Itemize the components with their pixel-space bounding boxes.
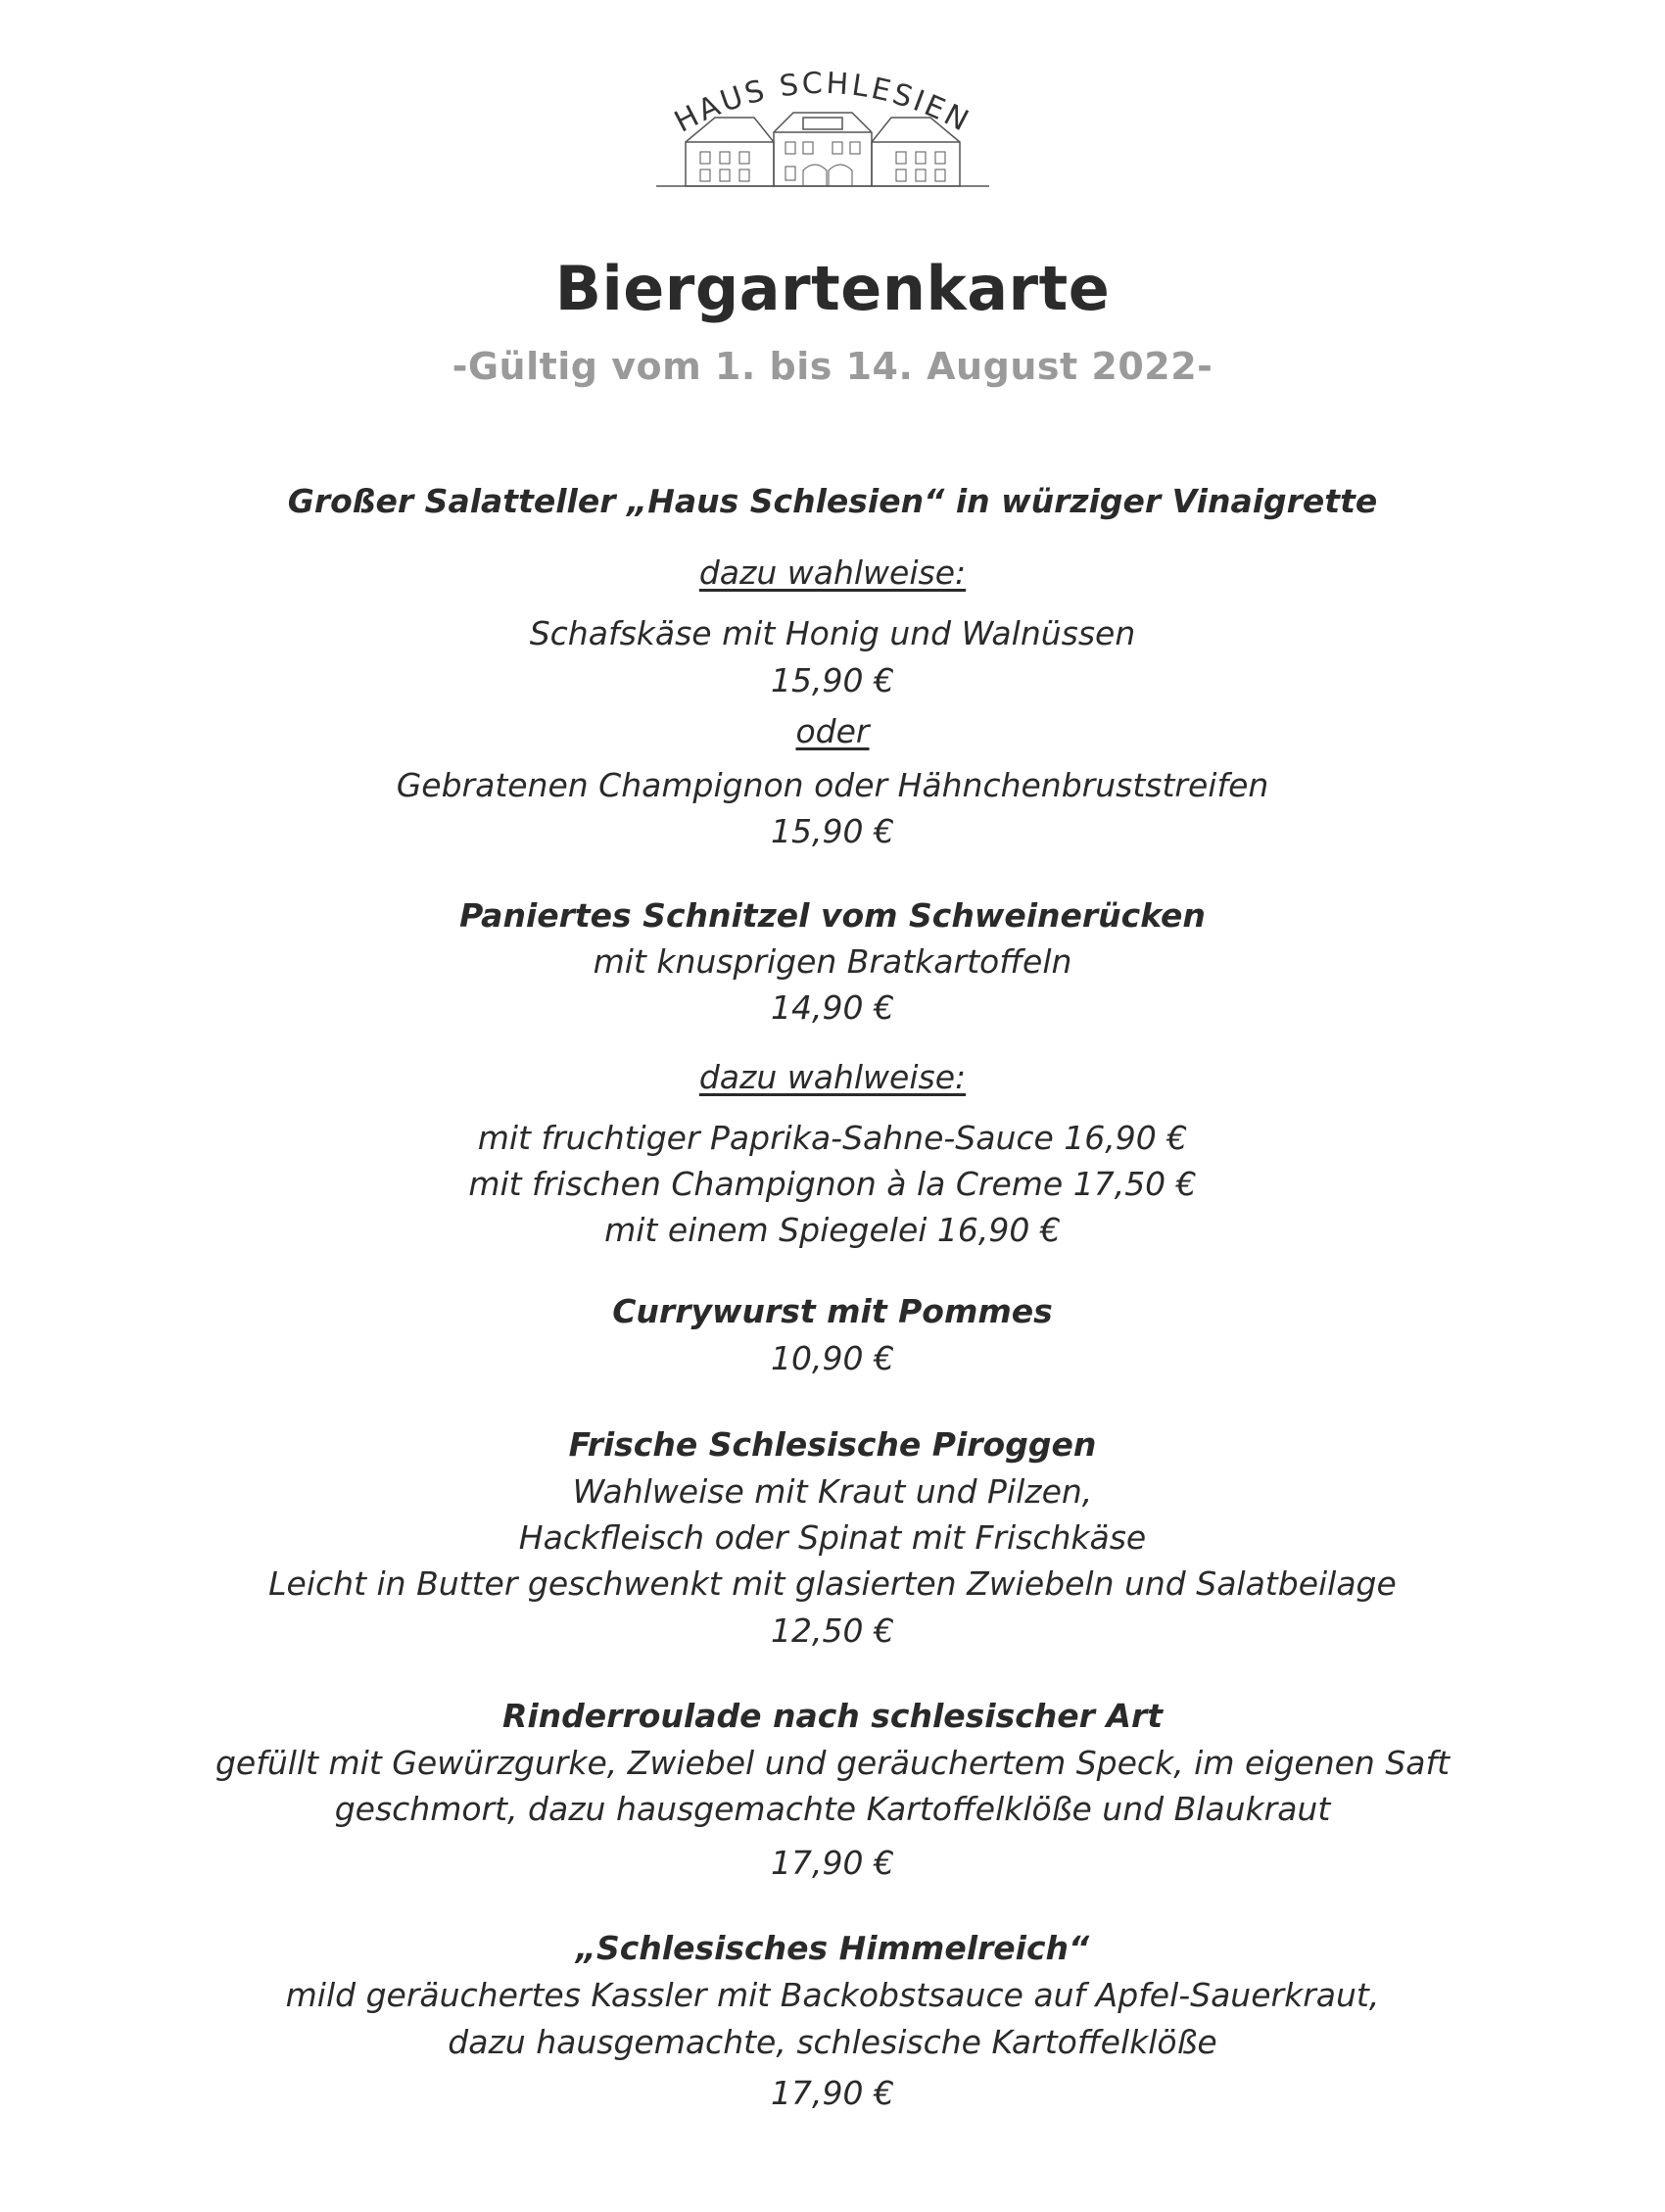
dish-description: mit frischen Champignon à la Creme 17,50 €	[468, 1165, 1197, 1203]
dish-description: geschmort, dazu hausgemachte Kartoffelklöße und Blaukraut	[334, 1790, 1331, 1828]
dish-description: Schafskäse mit Honig und Walnüssen	[529, 614, 1136, 652]
dish-description: 10,90 €	[771, 1339, 894, 1377]
dish-description: Leicht in Butter geschwenkt mit glasierten Zwiebeln und Salatbeilage	[268, 1564, 1397, 1603]
dish-name: Frische Schlesische Piroggen	[568, 1425, 1097, 1464]
dish-description: 17,90 €	[771, 1844, 894, 1882]
dish-description: dazu hausgemachte, schlesische Kartoffelklöße	[448, 2023, 1217, 2061]
dish-name: Rinderroulade nach schlesischer Art	[501, 1697, 1164, 1735]
dish-name: Großer Salatteller „Haus Schlesien“ in würziger Vinaigrette	[287, 482, 1378, 520]
dish-name: Currywurst mit Pommes	[612, 1292, 1053, 1330]
svg-text:HAUS SCHLESIEN: HAUS SCHLESIEN	[669, 66, 976, 140]
option-label: dazu wahlweise:	[698, 1058, 967, 1096]
dish-description: 15,90 €	[771, 812, 894, 850]
option-label: dazu wahlweise:	[698, 553, 967, 592]
dish-description: 17,90 €	[771, 2074, 894, 2112]
dish-description: mit einem Spiegelei 16,90 €	[604, 1211, 1061, 1249]
dish-description: 15,90 €	[771, 661, 894, 699]
dish-description: Hackfleisch oder Spinat mit Frischkäse	[518, 1518, 1147, 1557]
dish-name: Paniertes Schnitzel vom Schweinerücken	[459, 896, 1206, 935]
dish-description: gefüllt mit Gewürzgurke, Zwiebel und geräuchertem Speck, im eigenen Saft	[214, 1744, 1451, 1782]
dish-description: Wahlweise mit Kraut und Pilzen,	[572, 1472, 1093, 1511]
dish-description: mit fruchtiger Paprika-Sahne-Sauce 16,90 €	[477, 1119, 1188, 1157]
haus-schlesien-logo	[646, 49, 999, 196]
dish-description: mit knusprigen Bratkartoffeln	[593, 942, 1072, 981]
dish-description: 12,50 €	[771, 1611, 894, 1650]
dish-description: 14,90 €	[771, 988, 894, 1027]
dish-name: „Schlesisches Himmelreich“	[575, 1929, 1090, 1967]
building-logo-icon	[646, 49, 999, 196]
validity-subtitle: -Gültig vom 1. bis 14. August 2022-	[452, 345, 1213, 388]
page-title: Biergartenkarte	[554, 253, 1111, 324]
dish-description: Gebratenen Champignon oder Hähnchenbruststreifen	[396, 766, 1269, 804]
option-label: oder	[795, 712, 870, 750]
dish-description: mild geräuchertes Kassler mit Backobstsauce auf Apfel-Sauerkraut,	[285, 1976, 1380, 2014]
